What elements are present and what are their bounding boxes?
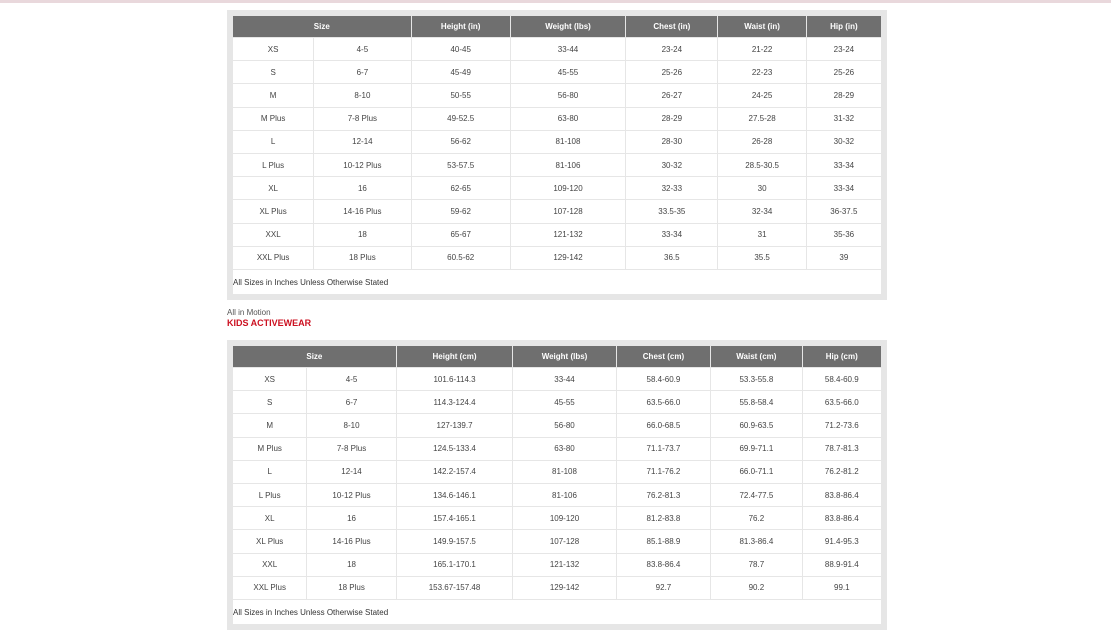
table-cell: 27.5-28 (718, 108, 805, 130)
table-cell: 10-12 Plus (314, 154, 410, 176)
table-cell: 76.2 (711, 507, 801, 529)
table-cell: 78.7 (711, 554, 801, 576)
table-cell: 14-16 Plus (314, 200, 410, 222)
table-cell: 109-120 (513, 507, 615, 529)
brand-name: All in Motion (227, 308, 271, 317)
table-cell: 7-8 Plus (314, 108, 410, 130)
table-cell: 49-52.5 (412, 108, 510, 130)
table-cell: 16 (314, 177, 410, 199)
table-cell: 153.67-157.48 (397, 577, 513, 599)
table-cell: 72.4-77.5 (711, 484, 801, 506)
table-cell: 23-24 (807, 38, 881, 60)
table-cell: 62-65 (412, 177, 510, 199)
table-cell: 92.7 (617, 577, 710, 599)
table-cell: 8-10 (307, 414, 395, 436)
table-row (233, 84, 881, 106)
brand-block (227, 308, 311, 329)
table-cell: 85.1-88.9 (617, 530, 710, 552)
table-cell: 58.4-60.9 (803, 368, 881, 390)
column-header-weight: Weight (lbs) (511, 16, 625, 37)
column-header-chest: Chest (cm) (617, 346, 710, 367)
table-cell: 24-25 (718, 84, 805, 106)
table-row (233, 108, 881, 130)
table-cell: 30-32 (626, 154, 717, 176)
table-cell: L Plus (233, 154, 313, 176)
table-row (233, 438, 881, 460)
table-cell: XXL (233, 554, 306, 576)
table-cell: 88.9-91.4 (803, 554, 881, 576)
table-cell: 6-7 (314, 61, 410, 83)
table-cell: 99.1 (803, 577, 881, 599)
table-cell: 30 (718, 177, 805, 199)
table-cell: 71.1-76.2 (617, 461, 710, 483)
table-cell: 63.5-66.0 (617, 391, 710, 413)
table-cell: 66.0-71.1 (711, 461, 801, 483)
table-cell: 8-10 (314, 84, 410, 106)
table-cell: 114.3-124.4 (397, 391, 513, 413)
table-cell: 81-108 (511, 131, 625, 153)
size-table-inches (232, 15, 882, 270)
table-cell: 28-30 (626, 131, 717, 153)
table-cell: S (233, 61, 313, 83)
table-row (233, 200, 881, 222)
table-cell: 25-26 (626, 61, 717, 83)
size-table-cm (232, 345, 882, 600)
table-row (233, 224, 881, 246)
table-cell: 107-128 (511, 200, 625, 222)
table-cell: 31-32 (807, 108, 881, 130)
column-header-hip: Hip (cm) (803, 346, 881, 367)
table-cell: 33-44 (513, 368, 615, 390)
table-cell: 35.5 (718, 247, 805, 269)
table-cell: 124.5-133.4 (397, 438, 513, 460)
table-cell: 149.9-157.5 (397, 530, 513, 552)
table-cell: 121-132 (513, 554, 615, 576)
column-header-hip: Hip (in) (807, 16, 881, 37)
table-cell: XL (233, 507, 306, 529)
table-cell: 36-37.5 (807, 200, 881, 222)
table-cell: 71.1-73.7 (617, 438, 710, 460)
table-cell: 30-32 (807, 131, 881, 153)
table-cell: M (233, 84, 313, 106)
table-cell: 7-8 Plus (307, 438, 395, 460)
table-cell: M Plus (233, 108, 313, 130)
table-row (233, 247, 881, 269)
table-cell: 26-27 (626, 84, 717, 106)
table-cell: XL Plus (233, 200, 313, 222)
table-row (233, 530, 881, 552)
table-cell: 91.4-95.3 (803, 530, 881, 552)
table-row (233, 154, 881, 176)
table-cell: 90.2 (711, 577, 801, 599)
table-row (233, 484, 881, 506)
table-cell: 12-14 (314, 131, 410, 153)
table-cell: 53-57.5 (412, 154, 510, 176)
table-cell: 58.4-60.9 (617, 368, 710, 390)
table-cell: 10-12 Plus (307, 484, 395, 506)
table-row (233, 177, 881, 199)
table-cell: 81.3-86.4 (711, 530, 801, 552)
size-chart-inches (227, 10, 887, 300)
table-cell: 63.5-66.0 (803, 391, 881, 413)
table-cell: 22-23 (718, 61, 805, 83)
table-cell: 60.5-62 (412, 247, 510, 269)
column-header-size: Size (233, 16, 411, 37)
table-cell: 129-142 (513, 577, 615, 599)
table-note: All Sizes in Inches Unless Otherwise Stated (233, 600, 881, 624)
table-cell: 23-24 (626, 38, 717, 60)
table-cell: 6-7 (307, 391, 395, 413)
table-cell: XL (233, 177, 313, 199)
table-cell: 83.8-86.4 (617, 554, 710, 576)
table-cell: 33-34 (807, 154, 881, 176)
table-cell: 33-34 (626, 224, 717, 246)
column-header-height: Height (in) (412, 16, 510, 37)
table-cell: XXL Plus (233, 577, 306, 599)
column-header-waist: Waist (in) (718, 16, 805, 37)
table-cell: XS (233, 368, 306, 390)
table-cell: 33.5-35 (626, 200, 717, 222)
table-cell: 78.7-81.3 (803, 438, 881, 460)
table-cell: 107-128 (513, 530, 615, 552)
table-cell: 40-45 (412, 38, 510, 60)
column-header-height: Height (cm) (397, 346, 513, 367)
table-cell: 28.5-30.5 (718, 154, 805, 176)
table-cell: 35-36 (807, 224, 881, 246)
table-cell: 142.2-157.4 (397, 461, 513, 483)
table-cell: 56-80 (511, 84, 625, 106)
table-cell: 81-106 (513, 484, 615, 506)
table-cell: 101.6-114.3 (397, 368, 513, 390)
table-cell: 81-108 (513, 461, 615, 483)
brand-category: KIDS ACTIVEWEAR (227, 318, 312, 328)
table-cell: L Plus (233, 484, 306, 506)
table-cell: 45-55 (513, 391, 615, 413)
table-cell: 66.0-68.5 (617, 414, 710, 436)
table-cell: 56-62 (412, 131, 510, 153)
table-cell: 33-34 (807, 177, 881, 199)
table-cell: 83.8-86.4 (803, 507, 881, 529)
table-cell: 69.9-71.1 (711, 438, 801, 460)
table-cell: 165.1-170.1 (397, 554, 513, 576)
table-cell: 71.2-73.6 (803, 414, 881, 436)
table-cell: 12-14 (307, 461, 395, 483)
table-cell: 36.5 (626, 247, 717, 269)
table-cell: 32-33 (626, 177, 717, 199)
top-divider (0, 0, 1111, 3)
table-cell: 129-142 (511, 247, 625, 269)
table-cell: 76.2-81.2 (803, 461, 881, 483)
table-cell: 83.8-86.4 (803, 484, 881, 506)
table-cell: 18 Plus (307, 577, 395, 599)
table-cell: L (233, 131, 313, 153)
table-cell: 33-44 (511, 38, 625, 60)
column-header-chest: Chest (in) (626, 16, 717, 37)
table-cell: L (233, 461, 306, 483)
table-cell: 63-80 (513, 438, 615, 460)
table-cell: 109-120 (511, 177, 625, 199)
table-cell: 4-5 (307, 368, 395, 390)
table-cell: 16 (307, 507, 395, 529)
table-cell: 127-139.7 (397, 414, 513, 436)
table-cell: 45-49 (412, 61, 510, 83)
table-row (233, 461, 881, 483)
table-row (233, 131, 881, 153)
column-header-weight: Weight (lbs) (513, 346, 615, 367)
table-cell: XL Plus (233, 530, 306, 552)
column-header-size: Size (233, 346, 396, 367)
table-cell: 18 (307, 554, 395, 576)
table-cell: 45-55 (511, 61, 625, 83)
table-cell: M Plus (233, 438, 306, 460)
table-cell: 157.4-165.1 (397, 507, 513, 529)
table-cell: 50-55 (412, 84, 510, 106)
table-cell: XXL (233, 224, 313, 246)
table-cell: XXL Plus (233, 247, 313, 269)
table-cell: XS (233, 38, 313, 60)
table-cell: 32-34 (718, 200, 805, 222)
table-cell: 14-16 Plus (307, 530, 395, 552)
table-cell: S (233, 391, 306, 413)
table-note: All Sizes in Inches Unless Otherwise Stated (233, 270, 881, 294)
table-cell: 55.8-58.4 (711, 391, 801, 413)
table-row (233, 577, 881, 599)
table-cell: 39 (807, 247, 881, 269)
table-row (233, 61, 881, 83)
table-cell: 53.3-55.8 (711, 368, 801, 390)
size-chart-cm (227, 340, 887, 630)
table-cell: 18 Plus (314, 247, 410, 269)
table-cell: 121-132 (511, 224, 625, 246)
table-cell: 76.2-81.3 (617, 484, 710, 506)
table-row (233, 414, 881, 436)
table-header-row (233, 346, 881, 367)
table-cell: 81-106 (511, 154, 625, 176)
column-header-waist: Waist (cm) (711, 346, 801, 367)
table-cell: 25-26 (807, 61, 881, 83)
table-cell: 28-29 (807, 84, 881, 106)
table-row (233, 368, 881, 390)
table-cell: 4-5 (314, 38, 410, 60)
table-cell: 31 (718, 224, 805, 246)
table-cell: 21-22 (718, 38, 805, 60)
table-row (233, 507, 881, 529)
table-cell: 18 (314, 224, 410, 246)
table-row (233, 38, 881, 60)
table-cell: 81.2-83.8 (617, 507, 710, 529)
table-cell: 26-28 (718, 131, 805, 153)
table-cell: 134.6-146.1 (397, 484, 513, 506)
table-cell: 60.9-63.5 (711, 414, 801, 436)
table-header-row (233, 16, 881, 37)
table-row (233, 554, 881, 576)
table-cell: M (233, 414, 306, 436)
table-cell: 28-29 (626, 108, 717, 130)
table-cell: 63-80 (511, 108, 625, 130)
table-cell: 56-80 (513, 414, 615, 436)
table-row (233, 391, 881, 413)
table-cell: 59-62 (412, 200, 510, 222)
table-cell: 65-67 (412, 224, 510, 246)
